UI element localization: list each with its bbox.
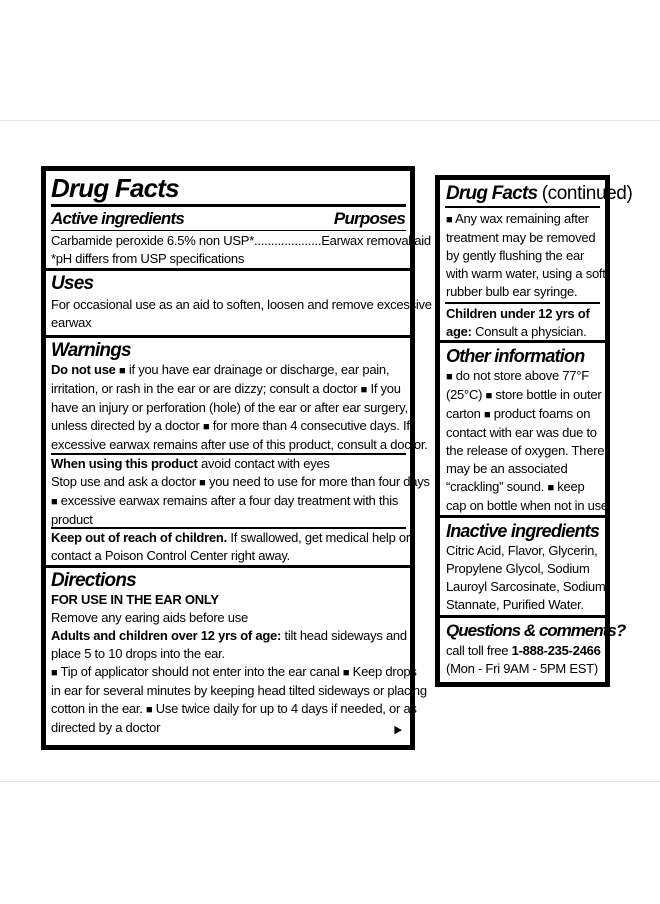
text-line: rubber bulb ear syringe.: [446, 284, 578, 299]
inactive-ingredients-text: [446, 542, 605, 614]
warnings-heading: Warnings: [51, 340, 131, 361]
bullet-square: ■: [360, 384, 368, 396]
bullet-square: ■: [446, 214, 453, 226]
uses-heading: Uses: [51, 273, 94, 294]
questions-heading: Questions & comments?: [446, 621, 626, 640]
text-line: contact a Poison Control Center right away.: [51, 548, 291, 563]
bullet-square: ■: [119, 365, 126, 377]
text-line: do not store above 77°F: [455, 368, 589, 383]
ingredient-line: Carbamide peroxide 6.5% non USP*....................Earwax removal aid: [51, 233, 431, 248]
bullet-square: ■: [51, 496, 58, 508]
text-line: Citric Acid, Flavor, Glycerin,: [446, 543, 598, 558]
inactive-ingredients-section: [440, 518, 605, 615]
text-line: have an injury or perforation (hole) of the ear or after ear surgery,: [51, 400, 408, 415]
text-line: cotton in the ear.: [51, 701, 143, 716]
bullet-square: ■: [203, 421, 210, 433]
text-line: if you have ear drainage or discharge, ear pain,: [128, 362, 390, 377]
text-line: Remove any earing aids before use: [51, 610, 248, 625]
text-line: Stannate, Purified Water.: [446, 597, 584, 612]
text-line: unless directed by a doctor: [51, 418, 200, 433]
text-line: (25°C): [446, 387, 483, 402]
drug-facts-panel-left: [41, 166, 432, 750]
keep-out-label: Keep out of reach of children.: [51, 530, 227, 545]
questions-text: [446, 642, 601, 678]
text-line: store bottle in outer: [495, 387, 602, 402]
hours-text: (Mon - Fri 9AM - 5PM EST): [446, 661, 598, 676]
phone-number: 1-888-235-2466: [511, 643, 601, 658]
do-not-use-text: [51, 361, 428, 454]
directions-section: [46, 568, 427, 745]
text-line: Propylene Glycol, Sodium: [446, 561, 590, 576]
directions-text: [51, 591, 427, 737]
when-using-text: [51, 455, 430, 529]
call-text: call toll free: [446, 643, 509, 658]
section-rule: [445, 302, 600, 304]
continued-title-text: Drug Facts: [446, 183, 538, 204]
text-line: product: [51, 512, 93, 527]
keep-out-text: [51, 529, 410, 565]
uses-text: [51, 296, 432, 332]
directions-heading: Directions: [51, 570, 136, 591]
children-label: Children under 12 yrs of: [446, 306, 590, 321]
drug-facts-title: Drug Facts: [51, 173, 179, 203]
text-line: Lauroyl Sarcosinate, Sodium: [446, 579, 606, 594]
text-line: you need to use for more than four days: [208, 474, 430, 489]
text-line: “crackling” sound.: [446, 479, 545, 494]
text-line: cap on bottle when not in use: [446, 498, 608, 513]
bullet-square: ■: [446, 371, 453, 383]
continue-arrow-icon: ▶: [394, 724, 402, 736]
text-line: by gently flushing the ear: [446, 248, 585, 263]
bullet-square: ■: [199, 477, 206, 489]
text-line: If swallowed, get medical help or: [230, 530, 410, 545]
warnings-section: [46, 338, 430, 565]
ear-only-label: FOR USE IN THE EAR ONLY: [51, 592, 219, 607]
text-line: Stop use and ask a doctor: [51, 474, 196, 489]
text-line: contact with ear was due to: [446, 425, 597, 440]
bullet-square: ■: [485, 390, 492, 402]
bullet-square: ■: [146, 704, 153, 716]
wax-text: [446, 210, 606, 301]
text-line: product foams on: [493, 406, 591, 421]
bullet-square: ■: [484, 409, 491, 421]
do-not-use-label: Do not use: [51, 362, 116, 377]
text-line: Keep drops: [352, 664, 417, 679]
text-line: avoid contact with eyes: [201, 456, 330, 471]
text-line: may be an associated: [446, 461, 568, 476]
adults-label: Adults and children over 12 yrs of age:: [51, 628, 282, 643]
other-information-text: [446, 367, 608, 515]
drug-facts-panel-right: [435, 175, 633, 687]
text-line: Use twice daily for up to 4 days if needed, or as: [155, 701, 417, 716]
text-line: keep: [557, 479, 585, 494]
text-line: Tip of applicator should not enter into the ear canal: [60, 664, 340, 679]
children-text: [446, 305, 590, 341]
ingredients-rule: [51, 230, 406, 231]
bullet-square: ■: [547, 482, 554, 494]
continued-title: [446, 183, 632, 205]
when-using-label: When using this product: [51, 456, 198, 471]
text-line: carton: [446, 406, 481, 421]
bullet-square: ■: [51, 667, 58, 679]
text-line: tilt head sideways and: [284, 628, 407, 643]
title-rule: [51, 204, 406, 207]
ph-note: *pH differs from USP specifications: [51, 251, 245, 266]
other-information-section: [440, 343, 608, 515]
inactive-ingredients-heading: Inactive ingredients: [446, 521, 600, 541]
text-line: place 5 to 10 drops into the ear.: [51, 646, 225, 661]
text-line: in ear for several minutes by keeping head tilted sideways or placing: [51, 683, 427, 698]
active-ingredients-heading: Active ingredients: [51, 209, 184, 228]
text-line: treatment may be removed: [446, 230, 596, 245]
title-rule: [445, 206, 600, 208]
text-line: If you: [370, 381, 401, 396]
purposes-heading: Purposes: [333, 209, 405, 228]
uses-line: For occasional use as an aid to soften, loosen and remove excessive: [51, 297, 432, 312]
children-label: age:: [446, 324, 472, 339]
text-line: Any wax remaining after: [455, 211, 589, 226]
drug-facts-header-box: [46, 171, 431, 268]
text-line: the release of oxygen. There: [446, 443, 605, 458]
uses-section: [46, 271, 432, 335]
text-line: with warm water, using a soft: [446, 266, 606, 281]
other-information-heading: Other information: [446, 346, 585, 366]
bullet-square: ■: [342, 667, 350, 679]
text-line: excessive earwax remains after use of this product, consult a doctor.: [51, 437, 428, 452]
uses-line: earwax: [51, 315, 92, 330]
continued-suffix: (continued): [541, 183, 633, 204]
text-line: directed by a doctor: [51, 720, 161, 735]
continued-box: [440, 180, 633, 340]
text-line: irritation, or rash in the ear or are dizzy; consult a doctor: [51, 381, 358, 396]
text-line: excessive earwax remains after a four day treatment with this: [60, 493, 399, 508]
text-line: for more than 4 consecutive days. If: [212, 418, 410, 433]
text-line: Consult a physician.: [475, 324, 587, 339]
questions-section: [440, 618, 626, 682]
